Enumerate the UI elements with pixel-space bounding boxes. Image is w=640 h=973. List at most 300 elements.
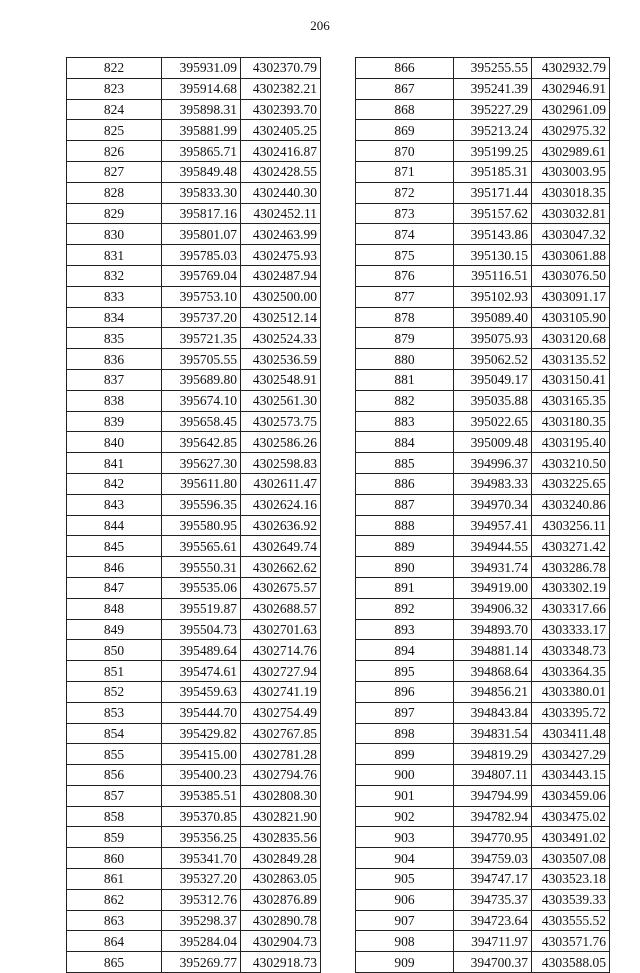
x-coordinate-cell: 395255.55 — [454, 58, 532, 79]
point-number-cell: 827 — [67, 161, 162, 182]
y-coordinate-cell: 4302370.79 — [241, 58, 321, 79]
point-number-cell: 868 — [356, 99, 454, 120]
table-row — [67, 661, 321, 682]
table-row — [67, 765, 321, 786]
x-coordinate-cell: 394794.99 — [454, 785, 532, 806]
point-number-cell: 836 — [67, 349, 162, 370]
x-coordinate-cell: 394881.14 — [454, 640, 532, 661]
y-coordinate-cell: 4302767.85 — [241, 723, 321, 744]
table-row — [356, 307, 610, 328]
y-coordinate-cell: 4302475.93 — [241, 245, 321, 266]
point-number-cell: 852 — [67, 681, 162, 702]
x-coordinate-cell: 395213.24 — [454, 120, 532, 141]
point-number-cell: 865 — [67, 952, 162, 973]
table-row — [356, 120, 610, 141]
point-number-cell: 825 — [67, 120, 162, 141]
point-number-cell: 834 — [67, 307, 162, 328]
point-number-cell: 901 — [356, 785, 454, 806]
y-coordinate-cell: 4303539.33 — [532, 889, 610, 910]
coordinates-table-right-body — [356, 58, 610, 973]
y-coordinate-cell: 4302611.47 — [241, 473, 321, 494]
table-row — [356, 681, 610, 702]
y-coordinate-cell: 4302863.05 — [241, 869, 321, 890]
x-coordinate-cell: 394843.84 — [454, 702, 532, 723]
table-row — [356, 494, 610, 515]
x-coordinate-cell: 395550.31 — [162, 557, 241, 578]
y-coordinate-cell: 4303195.40 — [532, 432, 610, 453]
point-number-cell: 857 — [67, 785, 162, 806]
y-coordinate-cell: 4303588.05 — [532, 952, 610, 973]
table-row — [356, 702, 610, 723]
y-coordinate-cell: 4302440.30 — [241, 182, 321, 203]
table-row — [67, 78, 321, 99]
point-number-cell: 894 — [356, 640, 454, 661]
table-row — [67, 265, 321, 286]
y-coordinate-cell: 4302561.30 — [241, 390, 321, 411]
point-number-cell: 885 — [356, 453, 454, 474]
table-row — [356, 432, 610, 453]
point-number-cell: 884 — [356, 432, 454, 453]
point-number-cell: 904 — [356, 848, 454, 869]
x-coordinate-cell: 395385.51 — [162, 785, 241, 806]
x-coordinate-cell: 395721.35 — [162, 328, 241, 349]
point-number-cell: 870 — [356, 141, 454, 162]
x-coordinate-cell: 395284.04 — [162, 931, 241, 952]
table-row — [67, 473, 321, 494]
table-row — [356, 349, 610, 370]
x-coordinate-cell: 394893.70 — [454, 619, 532, 640]
y-coordinate-cell: 4303271.42 — [532, 536, 610, 557]
x-coordinate-cell: 395327.20 — [162, 869, 241, 890]
x-coordinate-cell: 395049.17 — [454, 369, 532, 390]
y-coordinate-cell: 4303395.72 — [532, 702, 610, 723]
y-coordinate-cell: 4302536.59 — [241, 349, 321, 370]
table-row — [356, 661, 610, 682]
table-row — [67, 307, 321, 328]
point-number-cell: 869 — [356, 120, 454, 141]
point-number-cell: 829 — [67, 203, 162, 224]
table-row — [67, 390, 321, 411]
coordinates-table-left-body — [67, 58, 321, 973]
x-coordinate-cell: 395415.00 — [162, 744, 241, 765]
y-coordinate-cell: 4303091.17 — [532, 286, 610, 307]
x-coordinate-cell: 395785.03 — [162, 245, 241, 266]
y-coordinate-cell: 4303411.48 — [532, 723, 610, 744]
table-row — [67, 952, 321, 973]
x-coordinate-cell: 395689.80 — [162, 369, 241, 390]
point-number-cell: 897 — [356, 702, 454, 723]
table-row — [67, 827, 321, 848]
point-number-cell: 875 — [356, 245, 454, 266]
y-coordinate-cell: 4303061.88 — [532, 245, 610, 266]
x-coordinate-cell: 395269.77 — [162, 952, 241, 973]
x-coordinate-cell: 394735.37 — [454, 889, 532, 910]
x-coordinate-cell: 395658.45 — [162, 411, 241, 432]
table-row — [67, 141, 321, 162]
y-coordinate-cell: 4302781.28 — [241, 744, 321, 765]
y-coordinate-cell: 4302754.49 — [241, 702, 321, 723]
x-coordinate-cell: 394931.74 — [454, 557, 532, 578]
table-row — [356, 328, 610, 349]
table-row — [356, 827, 610, 848]
x-coordinate-cell: 394711.97 — [454, 931, 532, 952]
x-coordinate-cell: 395171.44 — [454, 182, 532, 203]
table-row — [67, 577, 321, 598]
y-coordinate-cell: 4303003.95 — [532, 161, 610, 182]
point-number-cell: 824 — [67, 99, 162, 120]
y-coordinate-cell: 4302416.87 — [241, 141, 321, 162]
table-row — [67, 744, 321, 765]
y-coordinate-cell: 4302548.91 — [241, 369, 321, 390]
point-number-cell: 886 — [356, 473, 454, 494]
point-number-cell: 907 — [356, 910, 454, 931]
point-number-cell: 893 — [356, 619, 454, 640]
point-number-cell: 850 — [67, 640, 162, 661]
x-coordinate-cell: 395062.52 — [454, 349, 532, 370]
y-coordinate-cell: 4303047.32 — [532, 224, 610, 245]
point-number-cell: 881 — [356, 369, 454, 390]
x-coordinate-cell: 395611.80 — [162, 473, 241, 494]
point-number-cell: 856 — [67, 765, 162, 786]
x-coordinate-cell: 395429.82 — [162, 723, 241, 744]
table-row — [356, 557, 610, 578]
point-number-cell: 830 — [67, 224, 162, 245]
table-row — [67, 869, 321, 890]
x-coordinate-cell: 395627.30 — [162, 453, 241, 474]
table-row — [67, 515, 321, 536]
point-number-cell: 844 — [67, 515, 162, 536]
y-coordinate-cell: 4303286.78 — [532, 557, 610, 578]
x-coordinate-cell: 394770.95 — [454, 827, 532, 848]
x-coordinate-cell: 395341.70 — [162, 848, 241, 869]
table-row — [67, 349, 321, 370]
point-number-cell: 902 — [356, 806, 454, 827]
table-row — [356, 99, 610, 120]
table-row — [356, 598, 610, 619]
y-coordinate-cell: 4302975.32 — [532, 120, 610, 141]
x-coordinate-cell: 395459.63 — [162, 681, 241, 702]
y-coordinate-cell: 4302452.11 — [241, 203, 321, 224]
x-coordinate-cell: 395089.40 — [454, 307, 532, 328]
x-coordinate-cell: 395241.39 — [454, 78, 532, 99]
table-row — [356, 473, 610, 494]
table-row — [356, 141, 610, 162]
y-coordinate-cell: 4302835.56 — [241, 827, 321, 848]
table-row — [356, 390, 610, 411]
x-coordinate-cell: 394831.54 — [454, 723, 532, 744]
y-coordinate-cell: 4303491.02 — [532, 827, 610, 848]
point-number-cell: 838 — [67, 390, 162, 411]
point-number-cell: 880 — [356, 349, 454, 370]
point-number-cell: 891 — [356, 577, 454, 598]
y-coordinate-cell: 4302688.57 — [241, 598, 321, 619]
table-row — [356, 515, 610, 536]
x-coordinate-cell: 395370.85 — [162, 806, 241, 827]
coordinates-table-right — [355, 57, 610, 973]
point-number-cell: 840 — [67, 432, 162, 453]
table-row — [67, 494, 321, 515]
x-coordinate-cell: 395865.71 — [162, 141, 241, 162]
table-row — [356, 265, 610, 286]
table-row — [67, 58, 321, 79]
table-row — [356, 224, 610, 245]
x-coordinate-cell: 394700.37 — [454, 952, 532, 973]
table-row — [356, 536, 610, 557]
point-number-cell: 896 — [356, 681, 454, 702]
x-coordinate-cell: 395022.65 — [454, 411, 532, 432]
y-coordinate-cell: 4302393.70 — [241, 99, 321, 120]
table-row — [356, 765, 610, 786]
y-coordinate-cell: 4302586.26 — [241, 432, 321, 453]
x-coordinate-cell: 395444.70 — [162, 702, 241, 723]
y-coordinate-cell: 4303018.35 — [532, 182, 610, 203]
point-number-cell: 872 — [356, 182, 454, 203]
y-coordinate-cell: 4303427.29 — [532, 744, 610, 765]
y-coordinate-cell: 4302382.21 — [241, 78, 321, 99]
point-number-cell: 877 — [356, 286, 454, 307]
y-coordinate-cell: 4302500.00 — [241, 286, 321, 307]
table-row — [356, 411, 610, 432]
y-coordinate-cell: 4302876.89 — [241, 889, 321, 910]
x-coordinate-cell: 395817.16 — [162, 203, 241, 224]
table-row — [356, 161, 610, 182]
table-row — [67, 245, 321, 266]
point-number-cell: 890 — [356, 557, 454, 578]
y-coordinate-cell: 4303571.76 — [532, 931, 610, 952]
y-coordinate-cell: 4302662.62 — [241, 557, 321, 578]
x-coordinate-cell: 395227.29 — [454, 99, 532, 120]
table-row — [67, 785, 321, 806]
y-coordinate-cell: 4303555.52 — [532, 910, 610, 931]
point-number-cell: 839 — [67, 411, 162, 432]
table-row — [67, 723, 321, 744]
point-number-cell: 853 — [67, 702, 162, 723]
y-coordinate-cell: 4303507.08 — [532, 848, 610, 869]
point-number-cell: 899 — [356, 744, 454, 765]
table-row — [356, 58, 610, 79]
point-number-cell: 898 — [356, 723, 454, 744]
y-coordinate-cell: 4302727.94 — [241, 661, 321, 682]
y-coordinate-cell: 4302946.91 — [532, 78, 610, 99]
y-coordinate-cell: 4302849.28 — [241, 848, 321, 869]
table-row — [356, 369, 610, 390]
point-number-cell: 842 — [67, 473, 162, 494]
point-number-cell: 905 — [356, 869, 454, 890]
y-coordinate-cell: 4303523.18 — [532, 869, 610, 890]
point-number-cell: 866 — [356, 58, 454, 79]
y-coordinate-cell: 4303225.65 — [532, 473, 610, 494]
point-number-cell: 848 — [67, 598, 162, 619]
y-coordinate-cell: 4302890.78 — [241, 910, 321, 931]
x-coordinate-cell: 395535.06 — [162, 577, 241, 598]
table-row — [67, 557, 321, 578]
x-coordinate-cell: 395580.95 — [162, 515, 241, 536]
y-coordinate-cell: 4303240.86 — [532, 494, 610, 515]
table-row — [356, 453, 610, 474]
point-number-cell: 855 — [67, 744, 162, 765]
x-coordinate-cell: 395898.31 — [162, 99, 241, 120]
x-coordinate-cell: 394944.55 — [454, 536, 532, 557]
point-number-cell: 832 — [67, 265, 162, 286]
point-number-cell: 900 — [356, 765, 454, 786]
y-coordinate-cell: 4303165.35 — [532, 390, 610, 411]
point-number-cell: 871 — [356, 161, 454, 182]
table-row — [356, 640, 610, 661]
point-number-cell: 849 — [67, 619, 162, 640]
point-number-cell: 863 — [67, 910, 162, 931]
x-coordinate-cell: 395489.64 — [162, 640, 241, 661]
x-coordinate-cell: 395674.10 — [162, 390, 241, 411]
point-number-cell: 826 — [67, 141, 162, 162]
point-number-cell: 860 — [67, 848, 162, 869]
table-row — [356, 931, 610, 952]
point-number-cell: 823 — [67, 78, 162, 99]
point-number-cell: 887 — [356, 494, 454, 515]
y-coordinate-cell: 4302989.61 — [532, 141, 610, 162]
point-number-cell: 892 — [356, 598, 454, 619]
point-number-cell: 876 — [356, 265, 454, 286]
point-number-cell: 835 — [67, 328, 162, 349]
y-coordinate-cell: 4302512.14 — [241, 307, 321, 328]
x-coordinate-cell: 395312.76 — [162, 889, 241, 910]
table-row — [67, 536, 321, 557]
y-coordinate-cell: 4303135.52 — [532, 349, 610, 370]
x-coordinate-cell: 395157.62 — [454, 203, 532, 224]
x-coordinate-cell: 395009.48 — [454, 432, 532, 453]
x-coordinate-cell: 394983.33 — [454, 473, 532, 494]
table-row — [67, 120, 321, 141]
table-row — [356, 910, 610, 931]
page-number: 206 — [310, 18, 330, 33]
x-coordinate-cell: 394957.41 — [454, 515, 532, 536]
table-row — [67, 453, 321, 474]
x-coordinate-cell: 395833.30 — [162, 182, 241, 203]
x-coordinate-cell: 394819.29 — [454, 744, 532, 765]
table-row — [356, 869, 610, 890]
y-coordinate-cell: 4303459.06 — [532, 785, 610, 806]
x-coordinate-cell: 395705.55 — [162, 349, 241, 370]
table-row — [67, 432, 321, 453]
x-coordinate-cell: 394996.37 — [454, 453, 532, 474]
x-coordinate-cell: 395102.93 — [454, 286, 532, 307]
table-row — [356, 619, 610, 640]
x-coordinate-cell: 395801.07 — [162, 224, 241, 245]
table-row — [356, 78, 610, 99]
table-row — [67, 328, 321, 349]
x-coordinate-cell: 394856.21 — [454, 681, 532, 702]
x-coordinate-cell: 395753.10 — [162, 286, 241, 307]
x-coordinate-cell: 395565.61 — [162, 536, 241, 557]
point-number-cell: 909 — [356, 952, 454, 973]
point-number-cell: 837 — [67, 369, 162, 390]
x-coordinate-cell: 394906.32 — [454, 598, 532, 619]
point-number-cell: 862 — [67, 889, 162, 910]
table-row — [67, 598, 321, 619]
x-coordinate-cell: 394919.00 — [454, 577, 532, 598]
point-number-cell: 858 — [67, 806, 162, 827]
y-coordinate-cell: 4302675.57 — [241, 577, 321, 598]
y-coordinate-cell: 4302463.99 — [241, 224, 321, 245]
y-coordinate-cell: 4302428.55 — [241, 161, 321, 182]
x-coordinate-cell: 395914.68 — [162, 78, 241, 99]
point-number-cell: 845 — [67, 536, 162, 557]
point-number-cell: 851 — [67, 661, 162, 682]
x-coordinate-cell: 395769.04 — [162, 265, 241, 286]
x-coordinate-cell: 395356.25 — [162, 827, 241, 848]
point-number-cell: 846 — [67, 557, 162, 578]
y-coordinate-cell: 4302636.92 — [241, 515, 321, 536]
x-coordinate-cell: 394807.11 — [454, 765, 532, 786]
table-row — [356, 889, 610, 910]
point-number-cell: 874 — [356, 224, 454, 245]
point-number-cell: 889 — [356, 536, 454, 557]
point-number-cell: 882 — [356, 390, 454, 411]
x-coordinate-cell: 395075.93 — [454, 328, 532, 349]
y-coordinate-cell: 4302573.75 — [241, 411, 321, 432]
y-coordinate-cell: 4303380.01 — [532, 681, 610, 702]
table-row — [67, 619, 321, 640]
point-number-cell: 841 — [67, 453, 162, 474]
y-coordinate-cell: 4302961.09 — [532, 99, 610, 120]
x-coordinate-cell: 395519.87 — [162, 598, 241, 619]
table-row — [67, 182, 321, 203]
y-coordinate-cell: 4302821.90 — [241, 806, 321, 827]
y-coordinate-cell: 4303120.68 — [532, 328, 610, 349]
point-number-cell: 843 — [67, 494, 162, 515]
table-row — [67, 806, 321, 827]
table-row — [356, 952, 610, 973]
y-coordinate-cell: 4302741.19 — [241, 681, 321, 702]
y-coordinate-cell: 4302524.33 — [241, 328, 321, 349]
point-number-cell: 879 — [356, 328, 454, 349]
y-coordinate-cell: 4303348.73 — [532, 640, 610, 661]
x-coordinate-cell: 395199.25 — [454, 141, 532, 162]
y-coordinate-cell: 4302487.94 — [241, 265, 321, 286]
y-coordinate-cell: 4303475.02 — [532, 806, 610, 827]
table-row — [67, 931, 321, 952]
table-row — [356, 848, 610, 869]
point-number-cell: 864 — [67, 931, 162, 952]
table-row — [67, 910, 321, 931]
y-coordinate-cell: 4303150.41 — [532, 369, 610, 390]
y-coordinate-cell: 4303256.11 — [532, 515, 610, 536]
x-coordinate-cell: 395116.51 — [454, 265, 532, 286]
coordinates-table-left — [66, 57, 321, 973]
y-coordinate-cell: 4302598.83 — [241, 453, 321, 474]
point-number-cell: 859 — [67, 827, 162, 848]
point-number-cell: 878 — [356, 307, 454, 328]
x-coordinate-cell: 395642.85 — [162, 432, 241, 453]
point-number-cell: 883 — [356, 411, 454, 432]
point-number-cell: 828 — [67, 182, 162, 203]
y-coordinate-cell: 4303317.66 — [532, 598, 610, 619]
table-row — [356, 182, 610, 203]
table-row — [67, 99, 321, 120]
y-coordinate-cell: 4302405.25 — [241, 120, 321, 141]
table-row — [67, 286, 321, 307]
table-row — [67, 640, 321, 661]
table-row — [67, 702, 321, 723]
y-coordinate-cell: 4303302.19 — [532, 577, 610, 598]
point-number-cell: 867 — [356, 78, 454, 99]
table-row — [67, 203, 321, 224]
y-coordinate-cell: 4302808.30 — [241, 785, 321, 806]
table-row — [67, 224, 321, 245]
point-number-cell: 903 — [356, 827, 454, 848]
y-coordinate-cell: 4303180.35 — [532, 411, 610, 432]
y-coordinate-cell: 4302904.73 — [241, 931, 321, 952]
x-coordinate-cell: 395143.86 — [454, 224, 532, 245]
